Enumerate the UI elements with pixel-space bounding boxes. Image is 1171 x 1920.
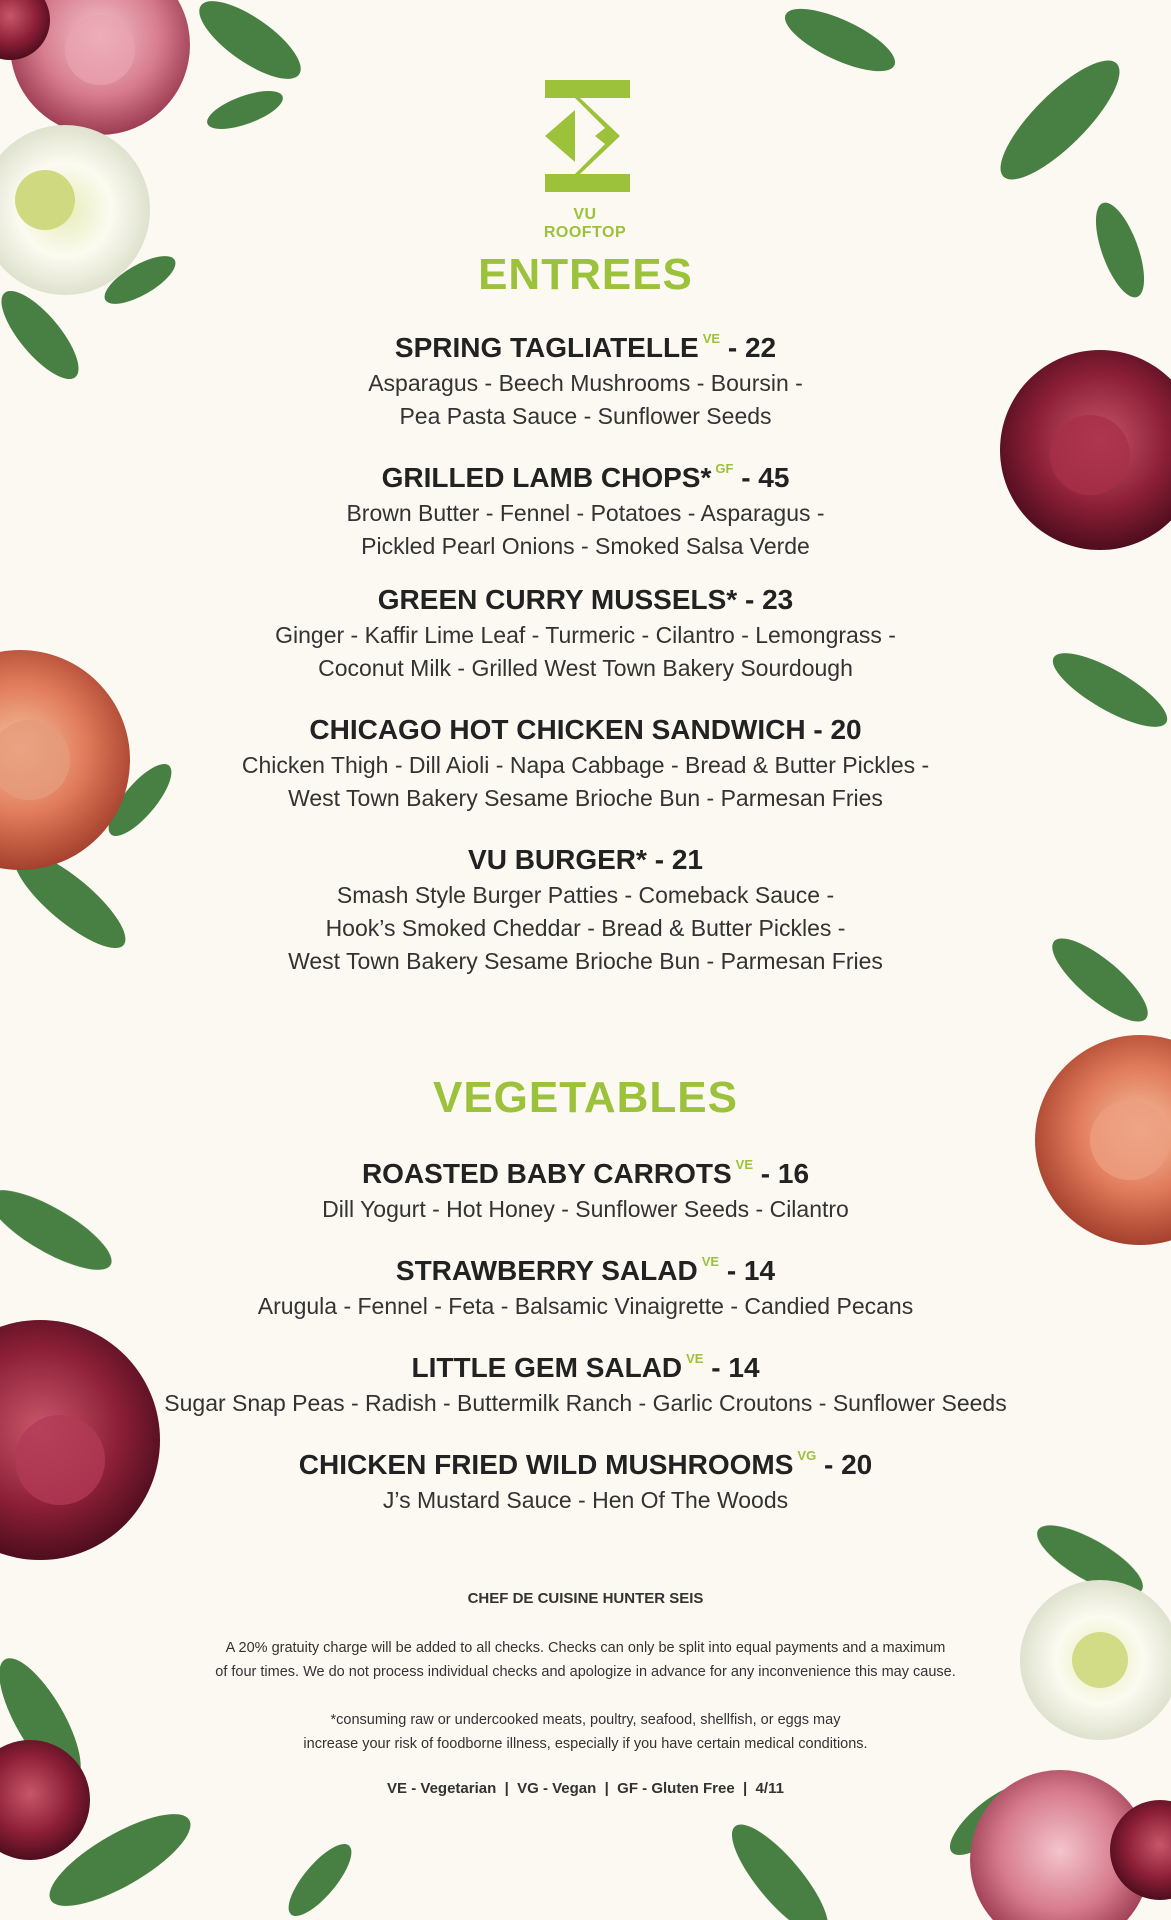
item-desc-line: Hook’s Smoked Cheddar - Bread & Butter Pickles - [325, 915, 846, 941]
diet-legend: VE - Vegetarian | VG - Vegan | GF - Gluten Free | 4/11 [387, 1780, 784, 1797]
diet-tag: VE [735, 1157, 754, 1172]
menu-item [0, 1245, 1171, 1323]
section-title-vegetables: VEGETABLES [432, 1073, 738, 1122]
item-price: - 21 [654, 844, 703, 875]
gratuity-note [0, 1636, 1171, 1684]
menu-item [0, 713, 1171, 815]
item-desc-line: Chicken Thigh - Dill Aioli - Napa Cabbage - Bread & Butter Pickles - [241, 752, 930, 778]
item-desc-line: West Town Bakery Sesame Brioche Bun - Parmesan Fries [288, 948, 883, 974]
diet-tag: VE [702, 331, 721, 346]
diet-tag: VG [797, 1448, 817, 1463]
item-desc-line: Dill Yogurt - Hot Honey - Sunflower Seeds - Cilantro [322, 1196, 849, 1222]
item-name: CHICKEN FRIED WILD MUSHROOMS [298, 1449, 794, 1480]
menu-item [0, 583, 1171, 685]
menu-item [0, 1439, 1171, 1517]
menu-item [0, 452, 1171, 563]
item-price: - 14 [726, 1255, 776, 1286]
item-price: - 20 [823, 1449, 873, 1480]
item-desc-line: Asparagus - Beech Mushrooms - Boursin - [368, 370, 803, 396]
item-name: GREEN CURRY MUSSELS* [377, 584, 738, 615]
diet-tag: GF [715, 461, 734, 476]
item-desc-line: Arugula - Fennel - Feta - Balsamic Vinaigrette - Candied Pecans [257, 1293, 914, 1319]
item-name: VU BURGER* [468, 844, 647, 875]
brand-name: VU ROOFTOP [543, 206, 627, 241]
warning-line: *consuming raw or undercooked meats, poultry, seafood, shellfish, or eggs may [330, 1712, 841, 1728]
item-price: - 22 [727, 332, 777, 363]
menu-item [0, 1148, 1171, 1226]
item-desc-line: Ginger - Kaffir Lime Leaf - Turmeric - Cilantro - Lemongrass - [275, 622, 896, 648]
health-warning [0, 1708, 1171, 1756]
gratuity-line: of four times. We do not process individual checks and apologize in advance for any inconvenience this may cause. [215, 1664, 956, 1680]
item-price: - 16 [760, 1158, 810, 1189]
item-name: ROASTED BABY CARROTS [361, 1158, 732, 1189]
item-price: - 20 [813, 714, 862, 745]
item-desc-line: Coconut Milk - Grilled West Town Bakery Sourdough [318, 655, 853, 681]
item-price: - 23 [744, 584, 794, 615]
gratuity-line: A 20% gratuity charge will be added to all checks. Checks can only be split into equal payments and a maximum [225, 1640, 946, 1656]
item-desc-line: Sugar Snap Peas - Radish - Buttermilk Ranch - Garlic Croutons - Sunflower Seeds [164, 1390, 1007, 1416]
diet-tag: VE [701, 1254, 720, 1269]
warning-line: increase your risk of foodborne illness, especially if you have certain medical conditions. [303, 1736, 868, 1752]
item-name: SPRING TAGLIATELLE [394, 332, 699, 363]
menu-item [0, 1342, 1171, 1420]
item-price: - 45 [741, 462, 790, 493]
item-desc-line: Brown Butter - Fennel - Potatoes - Asparagus - [346, 500, 825, 526]
menu-item [0, 843, 1171, 978]
item-name: GRILLED LAMB CHOPS* [381, 462, 712, 493]
diet-tag: VE [686, 1351, 704, 1366]
item-name: LITTLE GEM SALAD [411, 1352, 683, 1383]
vu-monogram-icon [535, 70, 635, 200]
item-name: STRAWBERRY SALAD [395, 1255, 698, 1286]
item-desc-line: Smash Style Burger Patties - Comeback Sauce - [336, 882, 835, 908]
item-price: - 14 [711, 1352, 760, 1383]
chef-credit: CHEF DE CUISINE HUNTER SEIS [467, 1590, 704, 1607]
item-desc-line: West Town Bakery Sesame Brioche Bun - Parmesan Fries [288, 785, 883, 811]
menu-item [0, 322, 1171, 433]
item-desc-line: J’s Mustard Sauce - Hen Of The Woods [382, 1487, 789, 1513]
brand-logo [530, 70, 640, 242]
item-desc-line: Pea Pasta Sauce - Sunflower Seeds [399, 403, 772, 429]
item-name: CHICAGO HOT CHICKEN SANDWICH [309, 714, 806, 745]
section-title-entrees: ENTREES [478, 250, 693, 299]
item-desc-line: Pickled Pearl Onions - Smoked Salsa Verde [361, 533, 810, 559]
